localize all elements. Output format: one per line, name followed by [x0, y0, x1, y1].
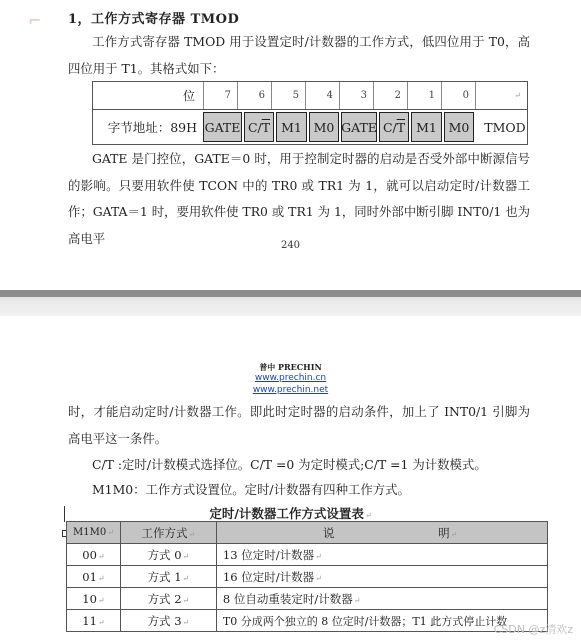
bit-number: 1 [428, 90, 435, 101]
continued-paragraph: 时，才能启动定时/计数器工作。即此时定时器的启动条件，加上了 INT0/1 引脚为高电平这一条件。 [68, 404, 530, 446]
bit-number: 0 [462, 90, 469, 101]
bit-number: 3 [360, 90, 367, 101]
csdn-watermark: CSDN @z清欢z [493, 623, 573, 636]
intro-paragraph: 工作方式寄存器 TMOD 用于设置定时/计数器的工作方式，低四位用于 T0，高四位用于 T1。其格式如下： [68, 34, 530, 76]
table-row: 11↵ 方式 3↵ T0 分成两个独立的 8 位定时/计数器；T1 此方式停止计数 [67, 610, 548, 632]
byte-address-label: 字节地址：89H [107, 120, 197, 135]
bit-number: 4 [326, 90, 333, 101]
bit-gate-t0: GATE [341, 112, 377, 142]
bit-number: 6 [258, 90, 265, 101]
table-row: 00↵ 方式 0↵ 13 位定时/计数器↵ [67, 544, 548, 566]
bit-number: 5 [292, 90, 299, 101]
bit-number: 2 [394, 90, 401, 101]
bit-m1-t0: M1 [411, 112, 442, 142]
bit-row-label: 位 [182, 89, 195, 103]
table-title: 定时/计数器工作方式设置表↵ [209, 506, 372, 521]
gate-paragraph: GATE 是门控位，GATE＝0 时，用于控制定时器的启动是否受外部中断源信号的影响。只要用软件使 TCON 中的 TR0 或 TR1 为 1，就可以启动定时/计数器工作；GATA＝1 时，要用软件使 TR0 或 TR1 为 1，同时外部中断引脚 INT0/1 也为高电平 [68, 151, 530, 246]
table-header-row [67, 522, 548, 544]
brand-header: 普中 PRECHIN [259, 362, 322, 372]
bit-number: 7 [224, 90, 231, 101]
page-separator [0, 290, 581, 316]
page-number: 240 [280, 240, 301, 251]
table-row: 10↵ 方式 2↵ 8 位自动重装定时/计数器↵ [67, 588, 548, 610]
col-header-description: 说 明↵ [216, 522, 547, 544]
document-page-241 [0, 316, 581, 643]
bit-m0-t0: M0 [444, 112, 474, 142]
tmod-format-table [92, 81, 528, 145]
bit-ct-t1: C/ $\overline{T}$ [244, 112, 274, 142]
website-link-net[interactable]: www.prechin.net [252, 385, 329, 395]
col-header-mode: 工作方式↵ [120, 522, 216, 544]
section-heading: ⌐ 1，工作方式寄存器 TMOD [28, 11, 240, 30]
table-row: 01↵ 方式 1↵ 16 位定时/计数器↵ [67, 566, 548, 588]
m1m0-paragraph: M1M0：工作方式设置位。定时/计数器有四种工作方式。 [92, 482, 410, 497]
timer-mode-table [66, 521, 548, 632]
document-page-240 [0, 0, 581, 290]
col-header-m1m0: M1M0↵ [67, 522, 121, 544]
bit-m0-t1: M0 [309, 112, 339, 142]
ct-paragraph: C/T :定时/计数模式选择位。C/T =0 为定时模式;C/T =1 为计数模式。 [92, 457, 487, 472]
empty-cell: ↵ [514, 91, 521, 100]
register-name: TMOD [484, 119, 526, 135]
revision-mark-icon: ⌐ [28, 11, 42, 30]
bit-number-row [93, 82, 527, 109]
website-link-cn[interactable]: www.prechin.cn [254, 373, 327, 383]
bit-name-row [93, 110, 527, 144]
bit-ct-t0: C/ $\overline{T}$ [379, 112, 409, 142]
bit-m1-t1: M1 [276, 112, 307, 142]
bit-gate-t1: GATE [203, 112, 242, 142]
